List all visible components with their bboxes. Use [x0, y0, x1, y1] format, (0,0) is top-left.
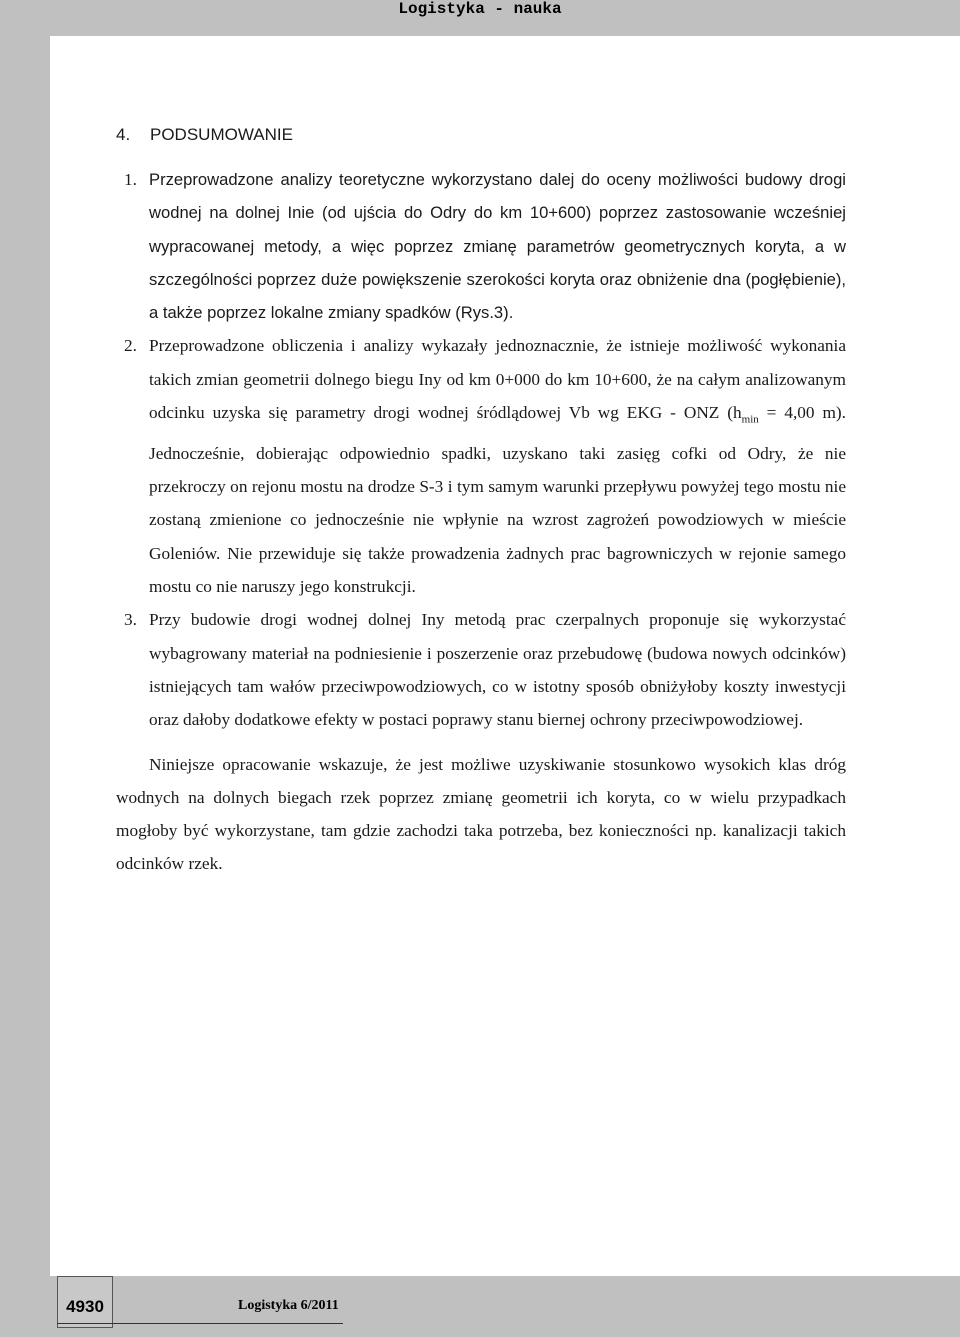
list-marker: 2. [124, 336, 137, 356]
header-title: Logistyka - nauka [398, 0, 562, 18]
list-item [116, 603, 846, 736]
summary-list [116, 163, 846, 737]
list-item-text: Przeprowadzone analizy teoretyczne wykorzystano dalej do oceny możliwości budowy drogi wodnej na dolnej Inie (od ujścia do Odry do km 10+600) poprzez zastosowanie wcześniej wypracowanej metody, a więc poprzez zmianę parametrów geometrycznych koryta, a w szczególności poprzez duże powiększenie szerokości koryta oraz obniżenie dna (pogłębienie), a także poprzez lokalne zmiany spadków (Rys.3). [149, 170, 846, 323]
list-marker: 1. [124, 170, 137, 189]
footer-rule [57, 1323, 343, 1324]
running-header [0, 0, 960, 36]
section-title: PODSUMOWANIE [150, 125, 293, 144]
closing-paragraph: Niniejsze opracowanie wskazuje, że jest możliwe uzyskiwanie stosunkowo wysokich klas dróg wodnych na dolnych biegach rzek poprzez zmianę geometrii ich koryta, co w wielu przypadkach mogłoby być wykorzystane, tam gdzie zachodzi taka potrzeba, bez konieczności np. kanalizacji takich odcinków rzek. [116, 754, 846, 874]
page-number-box [57, 1276, 113, 1328]
subscript-min: min [741, 413, 759, 426]
list-item-text: Przy budowie drogi wodnej dolnej Iny metodą prac czerpalnych proponuje się wykorzystać wybagrowany materiał na podniesienie i poszerzenie oraz przebudowę (budowa nowych odcinków) istniejących tam wałów przeciwpowodziowych, co w istotny sposób obniżyłoby koszty inwestycji oraz dałoby dodatkowe efekty w postaci poprawy stanu biernej ochrony przeciwpowodziowej. [149, 610, 846, 730]
list-item [116, 163, 846, 329]
list-item [116, 329, 846, 603]
list-item-text-cont2: Jednocześnie, dobierając odpowiednio spadki, uzyskano taki zasięg cofki od Odry, że nie przekroczy on rejonu mostu na drodze S-3 i tym samym warunki przepływu powyżej tego mostu nie zostaną zmienione co jednocześnie nie wpłynie na wzrost zagrożeń powodziowych w mieście Goleniów. Nie przewiduje się także prowadzenia żadnych prac bagrowniczych w rejonie samego mostu co nie naruszy jego konstrukcji. [149, 443, 846, 597]
document-body [116, 118, 846, 898]
section-heading [116, 118, 846, 151]
section-number: 4. [116, 125, 131, 144]
footer-background [0, 1276, 960, 1337]
list-item-text-cont: = 4,00 m). [758, 403, 846, 423]
list-item-text: Przeprowadzone obliczenia i analizy wykazały jednoznacznie, że istnieje możliwość wykonania takich zmian geometrii dolnego biegu Iny od km 0+000 do km 10+600, że na całym analizowanym odcinku uzyska się parametry drogi wodnej śródlądowej Vb wg EKG - ONZ (h [149, 336, 846, 423]
page-number: 4930 [66, 1297, 104, 1316]
journal-name: Logistyka 6/2011 [238, 1298, 339, 1313]
list-marker: 3. [124, 610, 137, 630]
